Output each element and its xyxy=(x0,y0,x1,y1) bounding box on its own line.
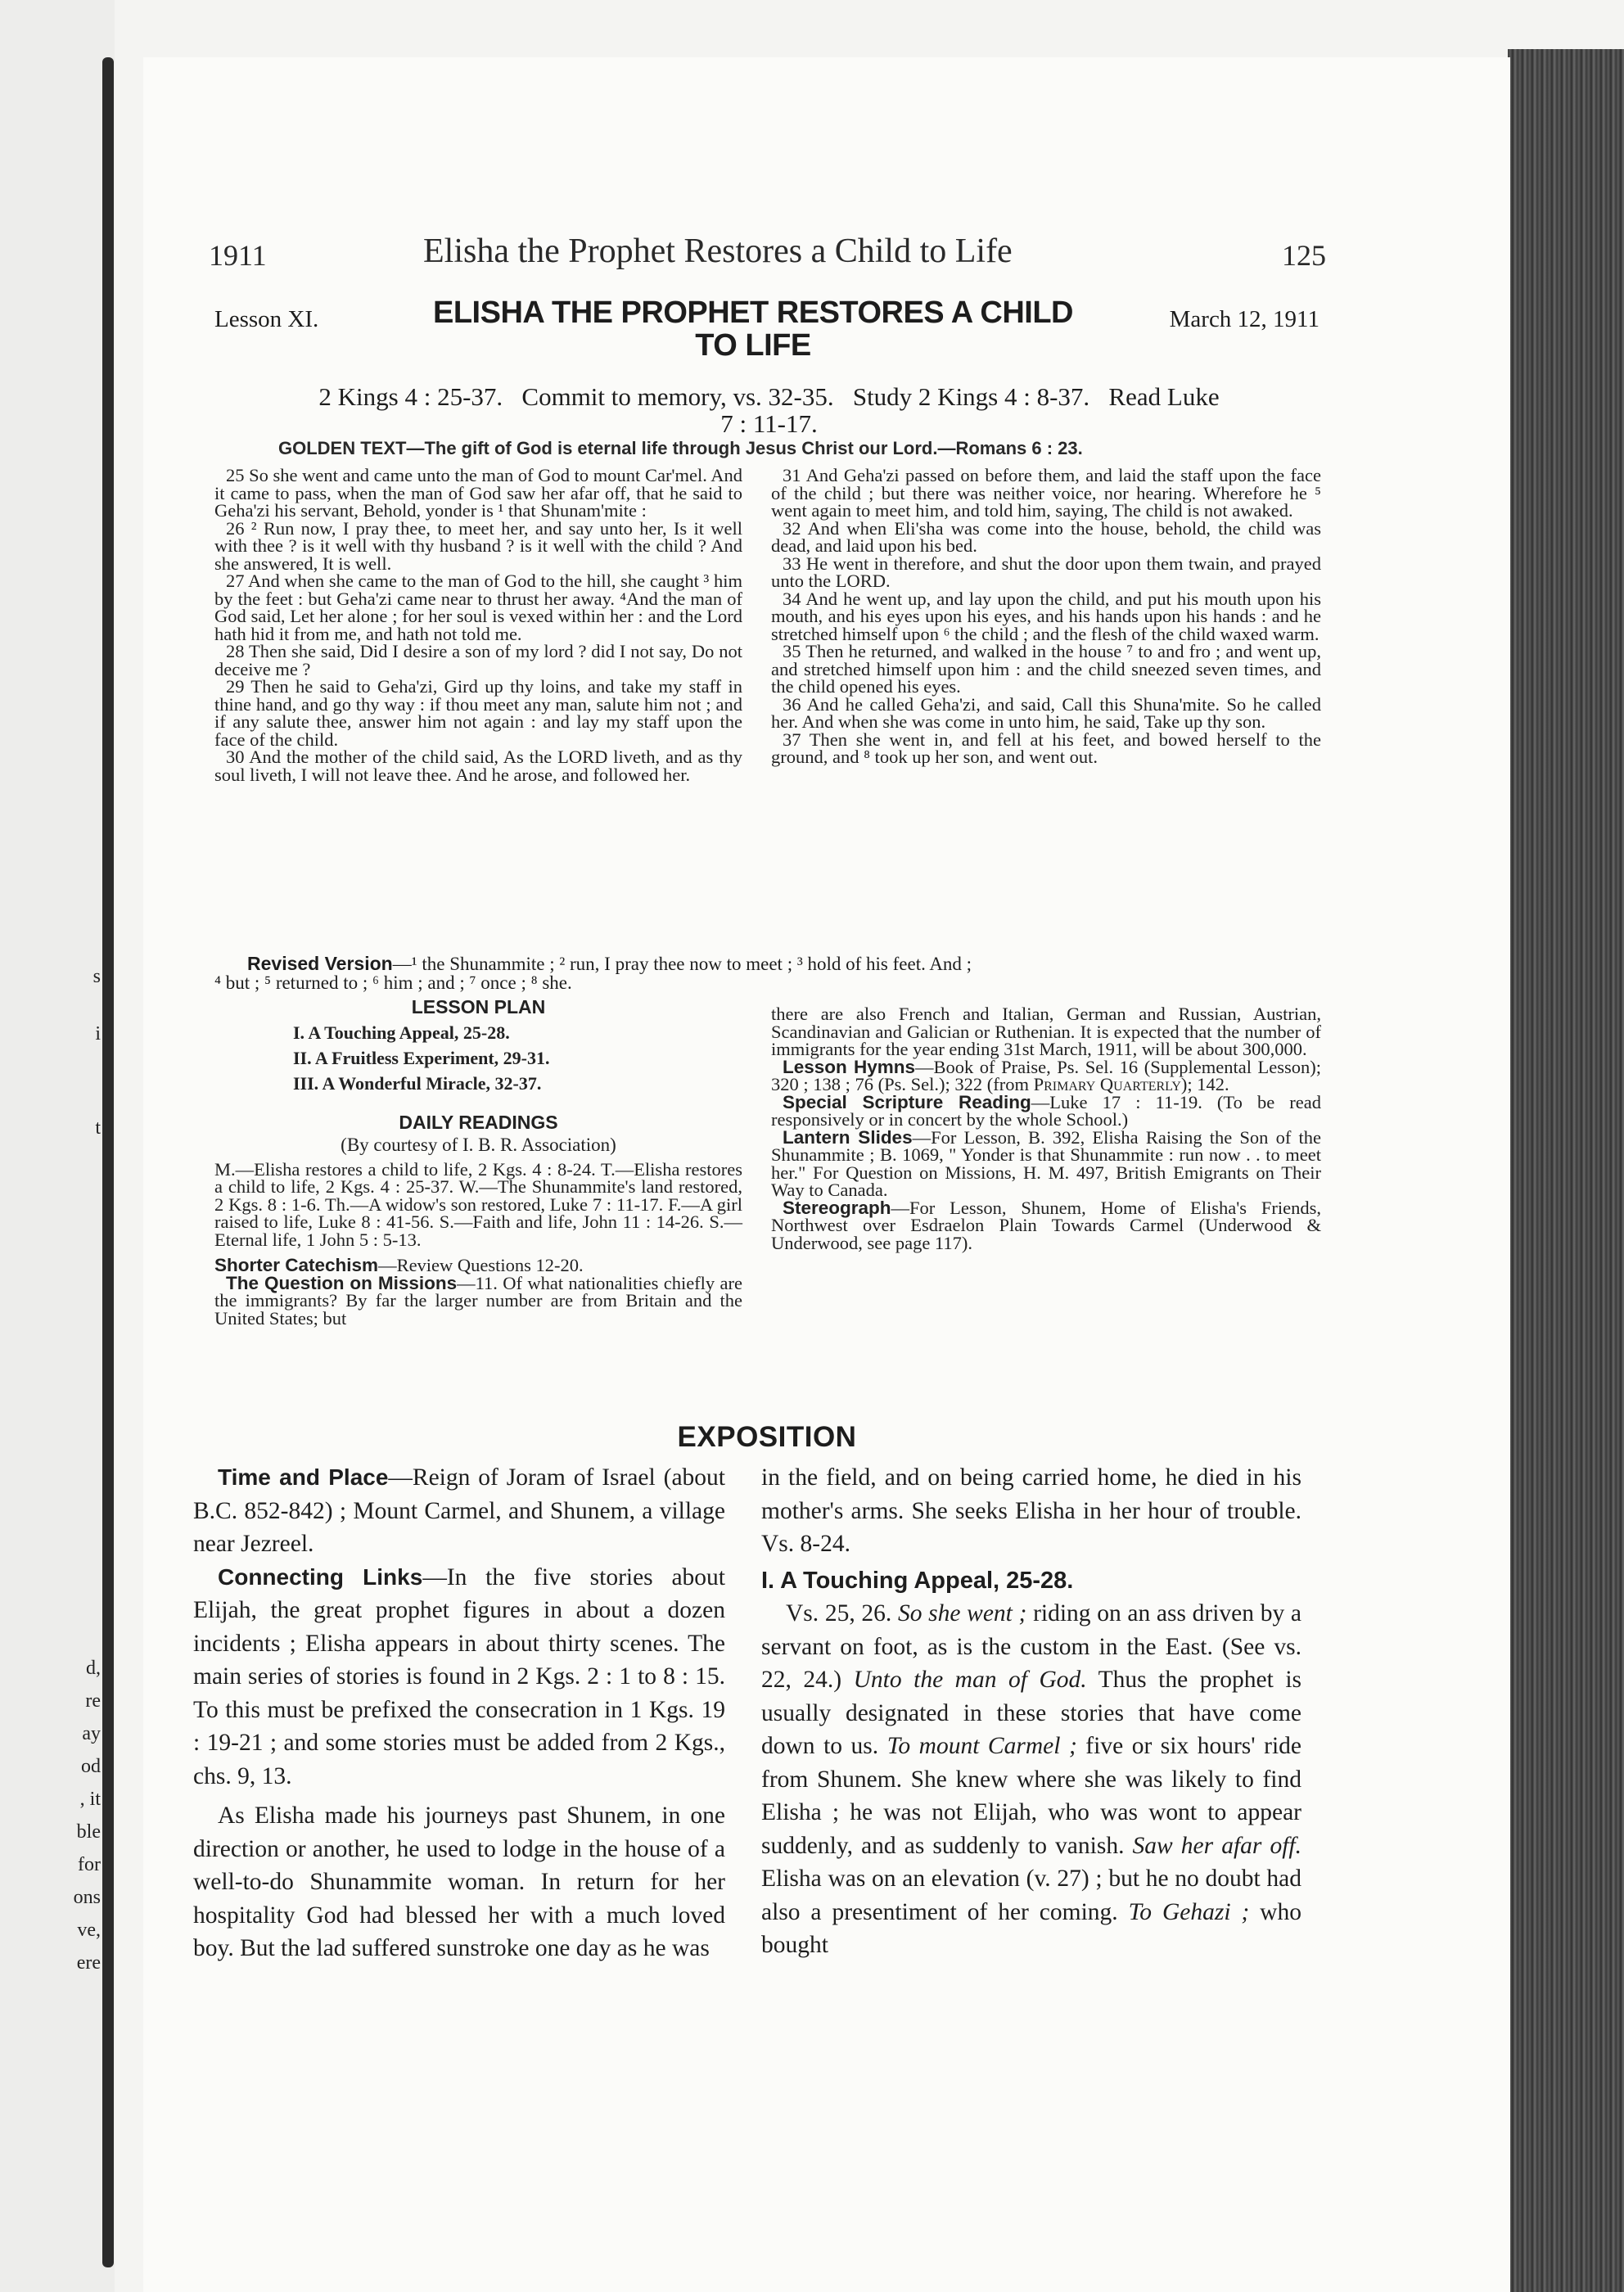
verse-26: 26 ² Run now, I pray thee, to meet her, and say unto her, Is it well with thee ? is it well with thy husband ? is it well with the child ? And she answered, It is well. xyxy=(214,517,742,574)
section-heading: I. A Touching Appeal, 25-28. xyxy=(761,1567,1074,1594)
fragment-text: ve, xyxy=(77,1920,101,1941)
shorter-catechism-label: Shorter Catechism xyxy=(214,1255,379,1275)
fragment-text: re xyxy=(85,1690,101,1712)
commentary-text: five or six hours' ride from Shunem. She knew where she was likely to find Elisha ; he was not Elijah, who was wont to appear suddenly, and as suddenly to vanish. xyxy=(761,1733,1301,1859)
fragment-text: s xyxy=(92,966,101,987)
fragment-text: d, xyxy=(86,1658,101,1679)
running-head-title: Elisha the Prophet Restores a Child to Life xyxy=(423,232,1013,270)
lesson-aids-right-column xyxy=(771,1005,1321,1252)
verse-28: 28 Then she said, Did I desire a son of my lord ? did I not say, Do not deceive me ? xyxy=(214,641,742,679)
lesson-title-line-1: ELISHA THE PROPHET RESTORES A CHILD xyxy=(433,296,1073,330)
running-head-year: 1911 xyxy=(209,239,267,272)
lesson-plan-item: III. A Wonderful Miracle, 32-37. xyxy=(293,1072,542,1094)
time-and-place-text: —Reign of Joram of Israel (about B.C. 852-842) ; Mount Carmel, and Shunem, a village near Jezreel. xyxy=(193,1464,725,1557)
exposition-heading: EXPOSITION xyxy=(677,1421,857,1453)
special-scripture-label: Special Scripture Reading xyxy=(783,1091,1031,1112)
exposition-left-column xyxy=(193,1461,725,1965)
lesson-date: March 12, 1911 xyxy=(1169,306,1320,332)
fragment-text: ons xyxy=(73,1887,101,1908)
connecting-links-label: Connecting Links xyxy=(218,1563,423,1590)
daily-readings-text: M.—Elisha restores a child to life, 2 Kgs. 4 : 8-24. T.—Elisha restores a child to life, 2 Kgs. 4 : 25-37. W.—The Shunammite's land restored, 2 Kgs. 8 : 1-6. Th.—A widow's son restored, Luke 7 : 11-17. F.—A girl raised to life, Luke 8 : 41-56. S.—Faith and life, John 11 : 14-26. S.—Eternal life, 1 John 5 : 5-13. xyxy=(214,1158,742,1250)
fragment-text: od xyxy=(81,1756,101,1777)
fragment-text: t xyxy=(95,1117,101,1139)
revised-version-line-2: ⁴ but ; ⁵ returned to ; ⁶ him ; and ; ⁷ once ; ⁸ she. xyxy=(214,972,572,993)
lesson-hymns-label: Lesson Hymns xyxy=(783,1056,915,1077)
fragment-text: i xyxy=(95,1023,101,1044)
question-on-missions-label: The Question on Missions xyxy=(226,1272,458,1293)
question-on-missions-continued: there are also French and Italian, German and Russian, Austrian, Scandinavian and Galician or Ruthenian. It is expected that the number of immigrants for the year ending 31st March, 1911, will be about 300,000. xyxy=(771,1004,1321,1059)
fragment-text: ere xyxy=(76,1952,101,1974)
shorter-catechism xyxy=(214,1257,742,1275)
verse-37: 37 Then she went in, and fell at his feet, and bowed herself to the ground, and ⁸ took up her son, and went out. xyxy=(771,729,1321,767)
question-on-missions xyxy=(214,1272,742,1329)
time-and-place-label: Time and Place xyxy=(218,1464,389,1490)
verse-32: 32 And when Eli'sha was come into the house, behold, the child was dead, and laid upon his bed. xyxy=(771,517,1321,556)
lesson-title-line-2: TO LIFE xyxy=(695,328,811,363)
lantern-slides xyxy=(771,1126,1321,1200)
special-scripture-reading xyxy=(771,1091,1321,1130)
revised-version-label: Revised Version xyxy=(247,953,393,974)
fragment-text: for xyxy=(78,1854,101,1875)
scripture-column-right xyxy=(771,467,1321,766)
revised-version-notes xyxy=(214,954,1320,992)
lesson-plan-item: I. A Touching Appeal, 25-28. xyxy=(293,1022,510,1043)
daily-readings-heading: DAILY READINGS xyxy=(399,1111,558,1133)
scripture-column-left xyxy=(214,467,742,783)
facing-page-fragment xyxy=(0,0,102,2292)
stereograph-text: —For Lesson, Shunem, Home of Elisha's Friends, Northwest over Esdraelon Plain Towards Carmel (Underwood & Underwood, see page 117). xyxy=(771,1197,1321,1253)
primary-quarterly: Primary Quarterly xyxy=(1033,1074,1181,1094)
stereograph-label: Stereograph xyxy=(783,1197,891,1218)
lesson-hymns xyxy=(771,1058,1321,1094)
running-head xyxy=(209,232,1326,281)
commentary-text: Thus the prophet is usually designated in these stories that have come down to us. xyxy=(761,1667,1301,1759)
lesson-hymns-end: ); 142. xyxy=(1180,1074,1229,1094)
commentary-italic: Unto the man of God. xyxy=(853,1667,1087,1693)
exposition-right-column xyxy=(761,1461,1301,1962)
lesson-plan-heading: LESSON PLAN xyxy=(411,996,546,1017)
commentary-text: Elisha was on an elevation (v. 27) ; but he no doubt had also a presentiment of her coming. xyxy=(761,1866,1301,1925)
verse-34: 34 And he went up, and lay upon the child, and put his mouth upon his mouth, and his eyes upon his eyes, and his hands upon his hands : and he stretched himself upon ⁶ the child ; and the flesh of the child waxed warm. xyxy=(771,588,1321,644)
connecting-links xyxy=(193,1561,725,1793)
time-and-place xyxy=(193,1461,725,1561)
commentary-text: who bought xyxy=(761,1898,1301,1958)
verse-31: 31 And Geha'zi passed on before them, and laid the staff upon the face of the child ; but there was neither voice, nor hearing. Wherefore he ⁵ went again to meet him, and told him, saying, The child is not awaked. xyxy=(771,465,1321,521)
lesson-title xyxy=(401,296,1105,362)
commentary-text: riding on an ass driven by a servant on foot, as is the custom in the East. (See vs. 22, 24.) xyxy=(761,1600,1301,1693)
lesson-hymns-text: —Book of Praise, Ps. Sel. 16 (Supplemental Lesson); 320 ; 138 ; 76 (Ps. Sel.); 322 (from xyxy=(771,1056,1321,1094)
lantern-slides-text: —For Lesson, B. 392, Elisha Raising the Son of the Shunammite ; B. 1069, " Yonder is that Shunammite : run now . . to meet her." For Question on Missions, H. M. 497, British Emigrants on Their Way to Canada. xyxy=(771,1126,1321,1200)
scripture-references xyxy=(214,383,1324,437)
verse-25: 25 So she went and came unto the man of God to mount Car'mel. And it came to pass, when the man of God saw her afar off, that he said to Geha'zi his servant, Behold, yonder is ¹ that Shunam'mite : xyxy=(214,465,742,521)
fragment-text: ay xyxy=(82,1723,101,1744)
commentary-italic: To mount Carmel ; xyxy=(886,1733,1077,1759)
commentary-italic: Saw her afar off. xyxy=(1132,1832,1301,1859)
book-page-edges xyxy=(1508,49,1624,2292)
revised-version-line-1: —¹ the Shunammite ; ² run, I pray thee now to meet ; ³ hold of his feet. And ; xyxy=(392,954,972,974)
references-line-1: 2 Kings 4 : 25-37. Commit to memory, vs. 32-35. Study 2 Kings 4 : 8-37. Read Luke xyxy=(318,382,1220,411)
references-line-2: 7 : 11-17. xyxy=(720,409,818,438)
special-scripture-text: —Luke 17 : 11-19. (To be read responsively or in concert by the whole School.) xyxy=(771,1091,1321,1130)
lesson-aids-left-column xyxy=(214,996,742,1329)
lantern-slides-label: Lantern Slides xyxy=(783,1126,913,1148)
golden-text: GOLDEN TEXT—The gift of God is eternal life through Jesus Christ our Lord.—Romans 6 : 23. xyxy=(278,438,1083,458)
verse-27: 27 And when she came to the man of God to the hill, she caught ³ him by the feet : but Geha'zi came near to thrust her away. ⁴And the man of God said, Let her alone ; for her soul is vexed within her : and the Lord hath hid it from me, and hath not told me. xyxy=(214,571,742,644)
verse-30: 30 And the mother of the child said, As the LORD liveth, and as thy soul liveth, I will not leave thee. And he arose, and followed her. xyxy=(214,747,742,785)
verse-36: 36 And he called Geha'zi, and said, Call this Shuna'mite. So he called her. And when she was come in unto him, he said, Take up thy son. xyxy=(771,693,1321,732)
page-number: 125 xyxy=(1282,239,1326,272)
daily-readings-courtesy: (By courtesy of I. B. R. Association) xyxy=(341,1135,616,1155)
verse-29: 29 Then he said to Geha'zi, Gird up thy loins, and take my staff in thine hand, and go thy way : if thou meet any man, salute him not ; and if any salute thee, answer him not again : and lay my staff upon the face of the child. xyxy=(214,676,742,750)
commentary-italic: To Gehazi ; xyxy=(1128,1898,1250,1925)
question-on-missions-text: —11. Of what nationalities chiefly are the immigrants? By far the larger number are from Britain and the United States; but xyxy=(214,1272,742,1329)
facing-page-edge xyxy=(102,57,114,2267)
connecting-links-text: —In the five stories about Elijah, the great prophet figures in about a dozen incidents ; Elisha appears in about thirty scenes. The main series of stories is found in 2 Kgs. 2 : 1 to 8 : 15. To this must be prefixed the consecration in 1 Kgs. 19 : 19-21 ; and some stories must be added from 2 Kgs., chs. 9, 13. xyxy=(193,1563,725,1789)
exposition-paragraph: in the field, and on being carried home, he died in his mother's arms. She seeks Elisha in her hour of trouble. Vs. 8-24. xyxy=(761,1464,1301,1557)
lesson-plan-item: II. A Fruitless Experiment, 29-31. xyxy=(293,1047,550,1068)
fragment-text: , it xyxy=(79,1789,101,1810)
verse-35: 35 Then he returned, and walked in the house ⁷ to and fro ; and went up, and stretched himself upon him : and the child sneezed seven times, and the child opened his eyes. xyxy=(771,641,1321,697)
commentary-italic: So she went ; xyxy=(897,1600,1027,1627)
stereograph xyxy=(771,1199,1321,1252)
lesson-label: Lesson XI. xyxy=(214,306,319,332)
commentary-text: Vs. 25, 26. xyxy=(786,1600,898,1627)
exposition-paragraph: As Elisha made his journeys past Shunem, in one direction or another, he used to lodge in the house of a well-to-do Shunammite woman. In return for her hospitality God had blessed her with a much loved boy. But the lad suffered sunstroke one day as he was xyxy=(193,1802,725,1961)
fragment-text: ble xyxy=(76,1821,101,1843)
verse-33: 33 He went in therefore, and shut the door upon them twain, and prayed unto the LORD. xyxy=(771,553,1321,591)
shorter-catechism-text: —Review Questions 12-20. xyxy=(378,1255,584,1275)
exposition-commentary xyxy=(761,1597,1301,1962)
